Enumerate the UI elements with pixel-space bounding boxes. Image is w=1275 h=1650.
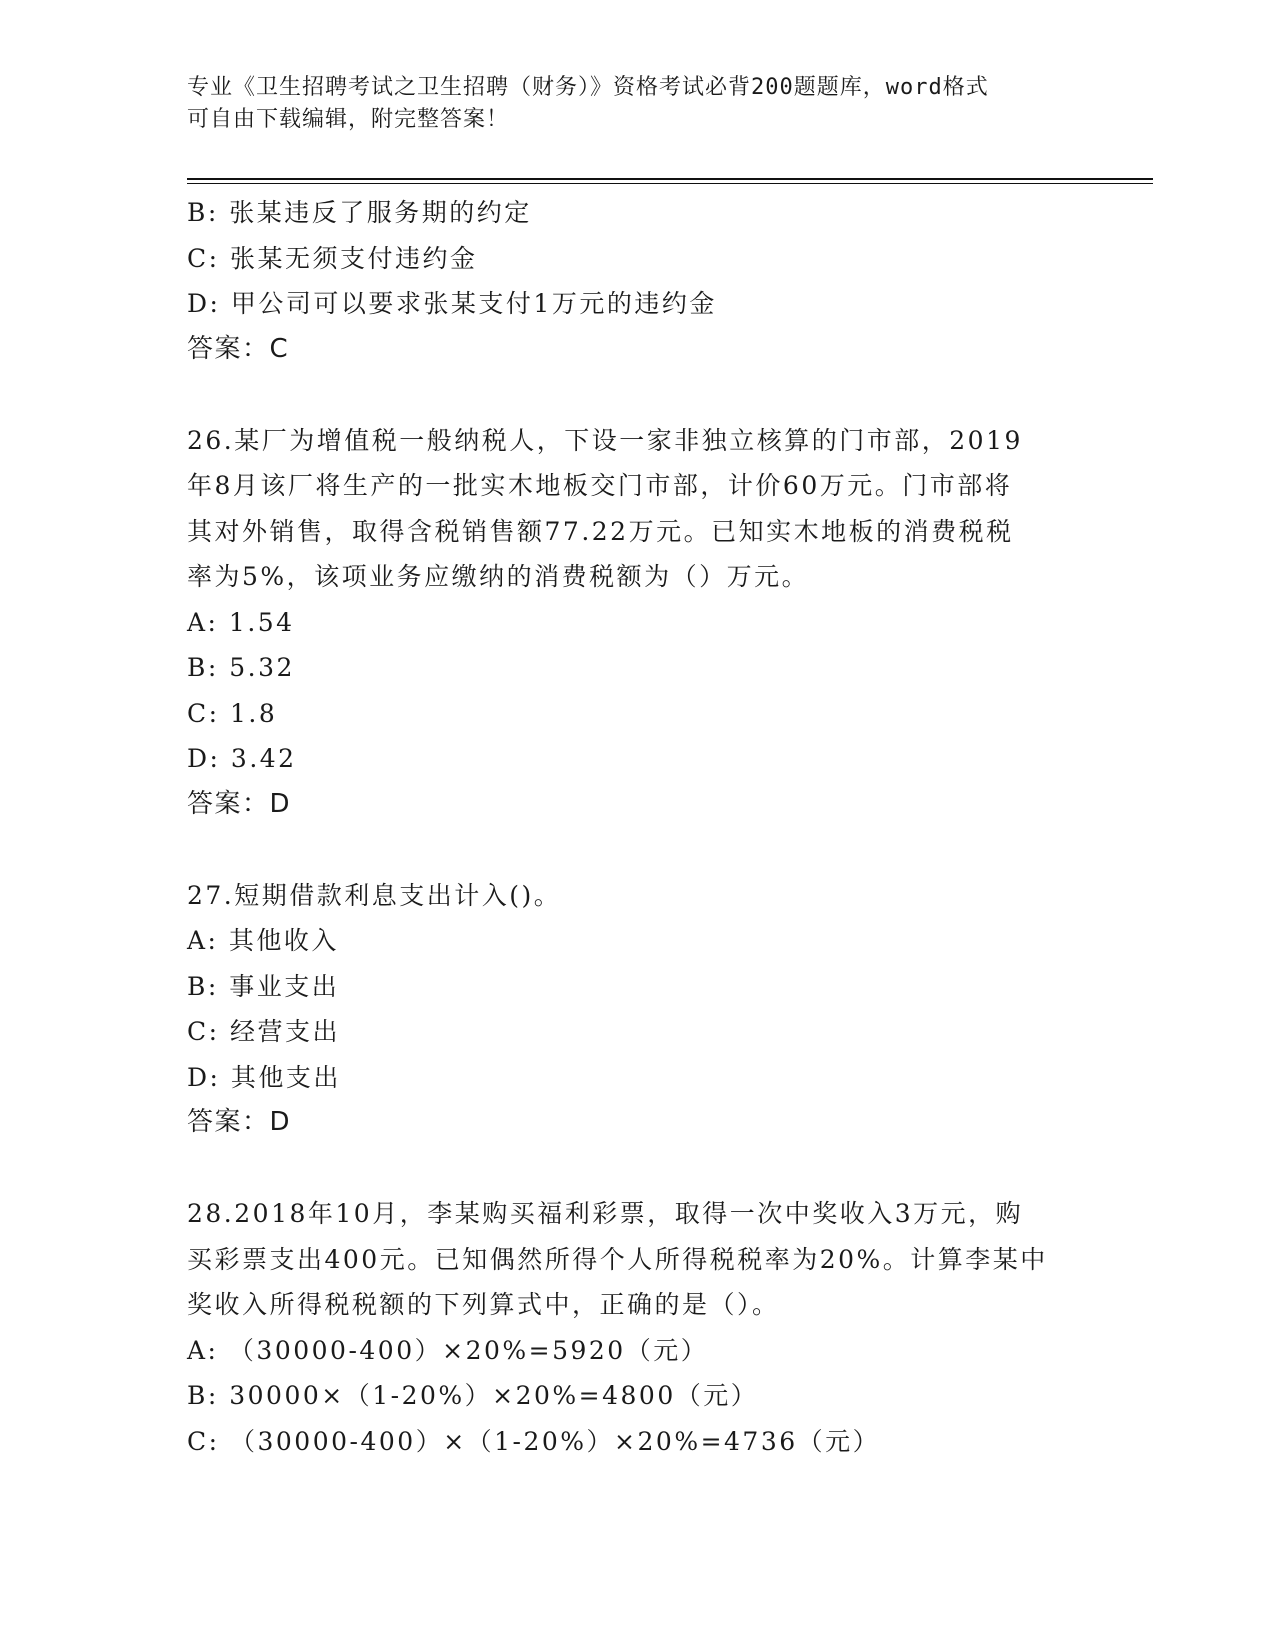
spacer xyxy=(187,827,1067,873)
q26-stem-line-4: 率为5%，该项业务应缴纳的消费税额为（）万元。 xyxy=(187,562,810,591)
q27-stem: 27.短期借款利息支出计入()。 xyxy=(187,880,562,910)
q28-option-c: C: （30000-400）×（1-20%）×20%=4736（元） xyxy=(187,1426,881,1456)
header-rule-thin xyxy=(187,183,1153,184)
q28-stem-line-1: 28.2018年10月，李某购买福利彩票，取得一次中奖收入3万元，购 xyxy=(187,1199,1024,1228)
q26-stem-line-1: 26.某厂为增值税一般纳税人，下设一家非独立核算的门市部，2019 xyxy=(187,425,1023,455)
q27-option-c: C: 经营支出 xyxy=(187,1017,340,1046)
q27-option-b: B: 事业支出 xyxy=(187,971,340,1001)
header-line-1: 专业《卫生招聘考试之卫生招聘（财务）》资格考试必背200题题库，word格式 xyxy=(187,75,989,100)
q26-option-b: B: 5.32 xyxy=(187,653,295,682)
q27-option-d: D: 其他支出 xyxy=(187,1062,341,1092)
q25-option-b: B: 张某违反了服务期的约定 xyxy=(187,198,532,227)
spacer xyxy=(187,372,1067,418)
header-rule-thick xyxy=(187,178,1153,180)
header-line-2: 可自由下载编辑，附完整答案！ xyxy=(187,107,510,132)
q28-stem-line-2: 买彩票支出400元。已知偶然所得个人所得税税率为20%。计算李某中 xyxy=(187,1244,1048,1274)
spacer xyxy=(187,1146,1067,1192)
q28-option-b: B: 30000×（1-20%）×20%=4800（元） xyxy=(187,1381,759,1410)
q25-option-d: D: 甲公司可以要求张某支付1万元的违约金 xyxy=(187,289,717,318)
q25-answer: 答案：C xyxy=(187,333,290,364)
q26-answer: 答案：D xyxy=(187,788,292,819)
q25-option-c: C: 张某无须支付违约金 xyxy=(187,243,478,273)
document-header xyxy=(187,72,1067,136)
q27-answer: 答案：D xyxy=(187,1107,292,1137)
question-content xyxy=(187,190,1067,1464)
q26-option-a: A: 1.54 xyxy=(187,607,295,637)
q26-option-c: C: 1.8 xyxy=(187,698,278,728)
q26-stem-line-3: 其对外销售，取得含税销售额77.22万元。已知实木地板的消费税税 xyxy=(187,516,1014,546)
q28-option-a: A: （30000-400）×20%=5920（元） xyxy=(187,1335,709,1365)
q26-option-d: D: 3.42 xyxy=(187,744,297,773)
q27-option-a: A: 其他收入 xyxy=(187,926,339,955)
q26-stem-line-2: 年8月该厂将生产的一批实木地板交门市部，计价60万元。门市部将 xyxy=(187,471,1013,500)
q28-stem-line-3: 奖收入所得税税额的下列算式中，正确的是（）。 xyxy=(187,1290,780,1319)
